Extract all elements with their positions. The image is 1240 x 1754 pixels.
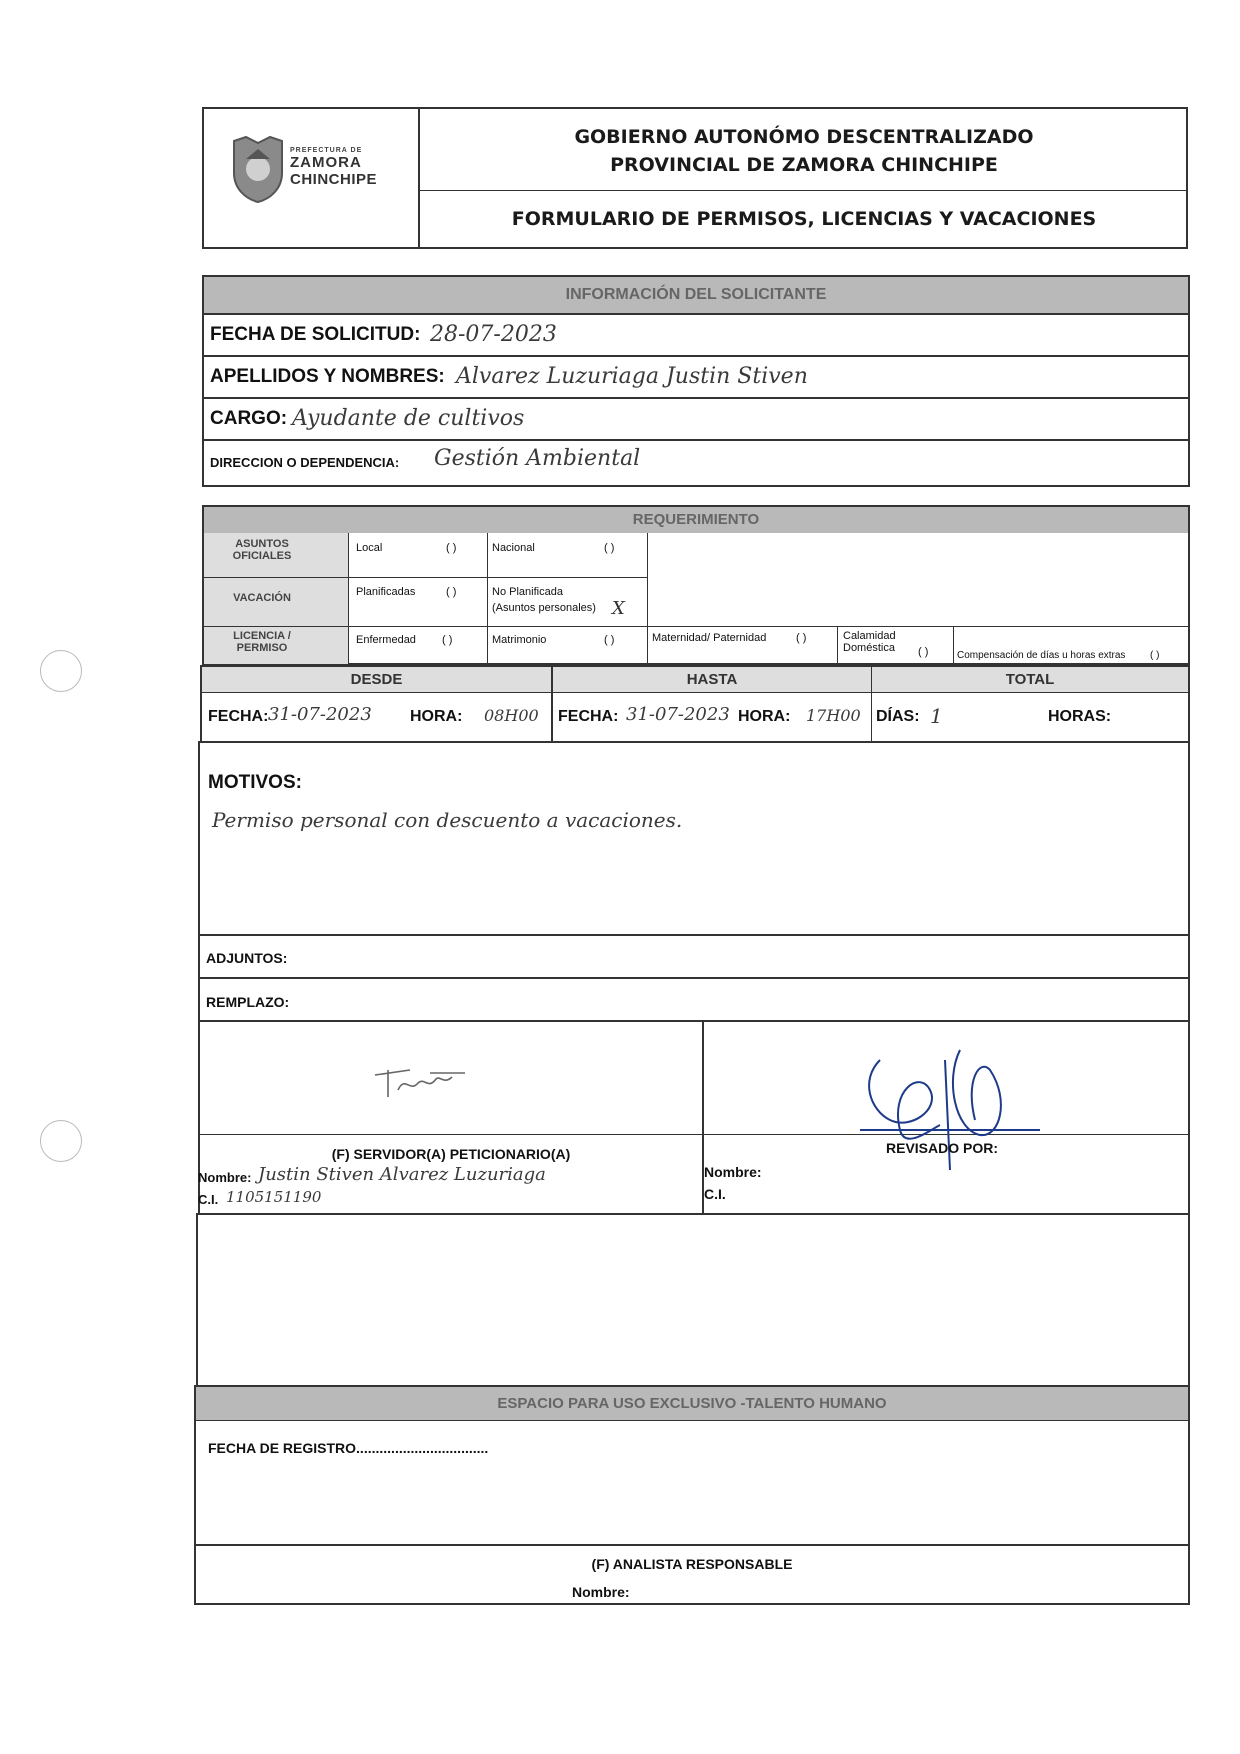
motivos-box	[198, 741, 1190, 936]
form-title: FORMULARIO DE PERMISOS, LICENCIAS Y VACACIONES	[511, 208, 1097, 230]
asuntos-oficiales-label: ASUNTOS OFICIALES	[232, 538, 292, 562]
fecha-solicitud-value: 28-07-2023	[430, 322, 557, 347]
logo-line3: CHINCHIPE	[290, 171, 378, 188]
dependencia-label: DIRECCION O DEPENDENCIA:	[210, 455, 400, 470]
compensacion-label: Compensación de días u horas extras	[957, 650, 1126, 661]
grid-line	[837, 626, 838, 664]
fecha-solicitud-label: FECHA DE SOLICITUD:	[210, 324, 421, 345]
dias-value: 1	[930, 704, 943, 728]
servidor-label: (F) SERVIDOR(A) PETICIONARIO(A)	[331, 1146, 571, 1162]
header-title-line1: GOBIERNO AUTONÓMO DESCENTRALIZADO	[574, 126, 1034, 148]
grid-line	[204, 577, 648, 578]
nacional-label: Nacional	[492, 542, 535, 554]
licencia-label: LICENCIA / PERMISO	[233, 630, 291, 654]
grid-line	[348, 533, 349, 664]
hasta-hora-value: 17H00	[806, 706, 861, 725]
requirement-section-title: REQUERIMIENTO	[204, 507, 1188, 533]
row-divider	[204, 439, 1188, 441]
desde-label: DESDE	[350, 671, 403, 688]
servidor-nombre-value: Justin Stiven Alvarez Luzuriaga	[258, 1164, 546, 1185]
logo-line2: ZAMORA	[290, 154, 362, 171]
revisor-ci-label: C.I.	[704, 1186, 726, 1202]
revisado-label: REVISADO POR:	[886, 1140, 999, 1156]
grid-line	[204, 626, 1188, 627]
adjuntos-label: ADJUNTOS:	[206, 950, 288, 966]
grid-line	[953, 626, 954, 664]
servidor-signature-icon	[370, 1055, 490, 1105]
enfermedad-label: Enfermedad	[356, 634, 416, 646]
compensacion-checkbox[interactable]: ( )	[1150, 650, 1160, 661]
revisor-signature-icon	[850, 1040, 1050, 1180]
no-planificada-checkbox[interactable]: X	[612, 598, 625, 619]
shield-logo-icon	[230, 135, 286, 203]
grid-line	[196, 1420, 1188, 1421]
planificadas-label: Planificadas	[356, 586, 416, 598]
logo	[230, 135, 400, 205]
asuntos-personales-label: (Asuntos personales)	[492, 602, 596, 614]
local-label: Local	[356, 542, 383, 554]
dias-label: DÍAS:	[876, 708, 920, 725]
hasta-hora-label: HORA:	[738, 708, 791, 725]
servidor-nombre-label: Nombre:	[198, 1170, 252, 1185]
hasta-fecha-value: 31-07-2023	[626, 704, 730, 725]
maternidad-label: Maternidad/ Paternidad	[652, 632, 767, 644]
nombres-value: Alvarez Luzuriaga Justin Stiven	[456, 364, 808, 389]
punch-hole-top	[40, 650, 82, 692]
hasta-label: HASTA	[686, 671, 738, 688]
enfermedad-checkbox[interactable]: ( )	[442, 634, 453, 646]
vacacion-label: VACACIÓN	[233, 592, 291, 604]
desde-hora-label: HORA:	[410, 708, 463, 725]
calamidad-checkbox[interactable]: ( )	[918, 646, 929, 658]
grid-line	[647, 533, 648, 664]
cargo-value: Ayudante de cultivos	[292, 406, 525, 431]
horas-label: HORAS:	[1048, 708, 1112, 725]
maternidad-checkbox[interactable]: ( )	[796, 632, 807, 644]
motivos-label: MOTIVOS:	[208, 772, 302, 793]
talento-section-title: ESPACIO PARA USO EXCLUSIVO -TALENTO HUMANO	[196, 1387, 1188, 1420]
grid-line	[202, 692, 1188, 693]
servidor-ci-label: C.I.	[198, 1192, 219, 1207]
desde-hora-value: 08H00	[484, 706, 539, 725]
remplazo-box	[198, 977, 1190, 1022]
cargo-label: CARGO:	[210, 408, 288, 429]
servidor-ci-value: 1105151190	[226, 1188, 322, 1206]
planificadas-checkbox[interactable]: ( )	[446, 586, 457, 598]
matrimonio-checkbox[interactable]: ( )	[604, 634, 615, 646]
punch-hole-bottom	[40, 1120, 82, 1162]
grid-line	[487, 533, 488, 664]
motivos-text: Permiso personal con descuento a vacaciones.	[212, 808, 683, 832]
total-label: TOTAL	[1005, 671, 1055, 688]
dependencia-value: Gestión Ambiental	[434, 446, 641, 471]
grid-line	[196, 1544, 1188, 1546]
applicant-section-title: INFORMACIÓN DEL SOLICITANTE	[204, 277, 1188, 313]
fecha-registro: FECHA DE REGISTRO..................................	[208, 1440, 489, 1456]
revisor-nombre-label: Nombre:	[704, 1164, 762, 1180]
adjuntos-box	[198, 934, 1190, 979]
no-planificada-label: No Planificada	[492, 586, 563, 598]
blank-box	[196, 1213, 1190, 1387]
hasta-fecha-label: FECHA:	[558, 708, 619, 725]
local-checkbox[interactable]: ( )	[446, 542, 457, 554]
row-divider	[204, 355, 1188, 357]
grid-line	[702, 1022, 704, 1213]
calamidad-label: Calamidad Doméstica	[843, 630, 896, 654]
desde-fecha-label: FECHA:	[208, 708, 269, 725]
header-divider-h	[420, 190, 1188, 191]
logo-line1: PREFECTURA DE	[290, 147, 363, 154]
nombres-label: APELLIDOS Y NOMBRES:	[210, 366, 445, 387]
matrimonio-label: Matrimonio	[492, 634, 547, 646]
header-title-line2: PROVINCIAL DE ZAMORA CHINCHIPE	[610, 154, 998, 176]
desde-fecha-value: 31-07-2023	[268, 704, 372, 725]
nacional-checkbox[interactable]: ( )	[604, 542, 615, 554]
row-divider	[204, 397, 1188, 399]
remplazo-label: REMPLAZO:	[206, 994, 290, 1010]
row-divider	[204, 313, 1188, 315]
analista-nombre-label: Nombre:	[572, 1584, 630, 1600]
analista-label: (F) ANALISTA RESPONSABLE	[591, 1556, 793, 1572]
